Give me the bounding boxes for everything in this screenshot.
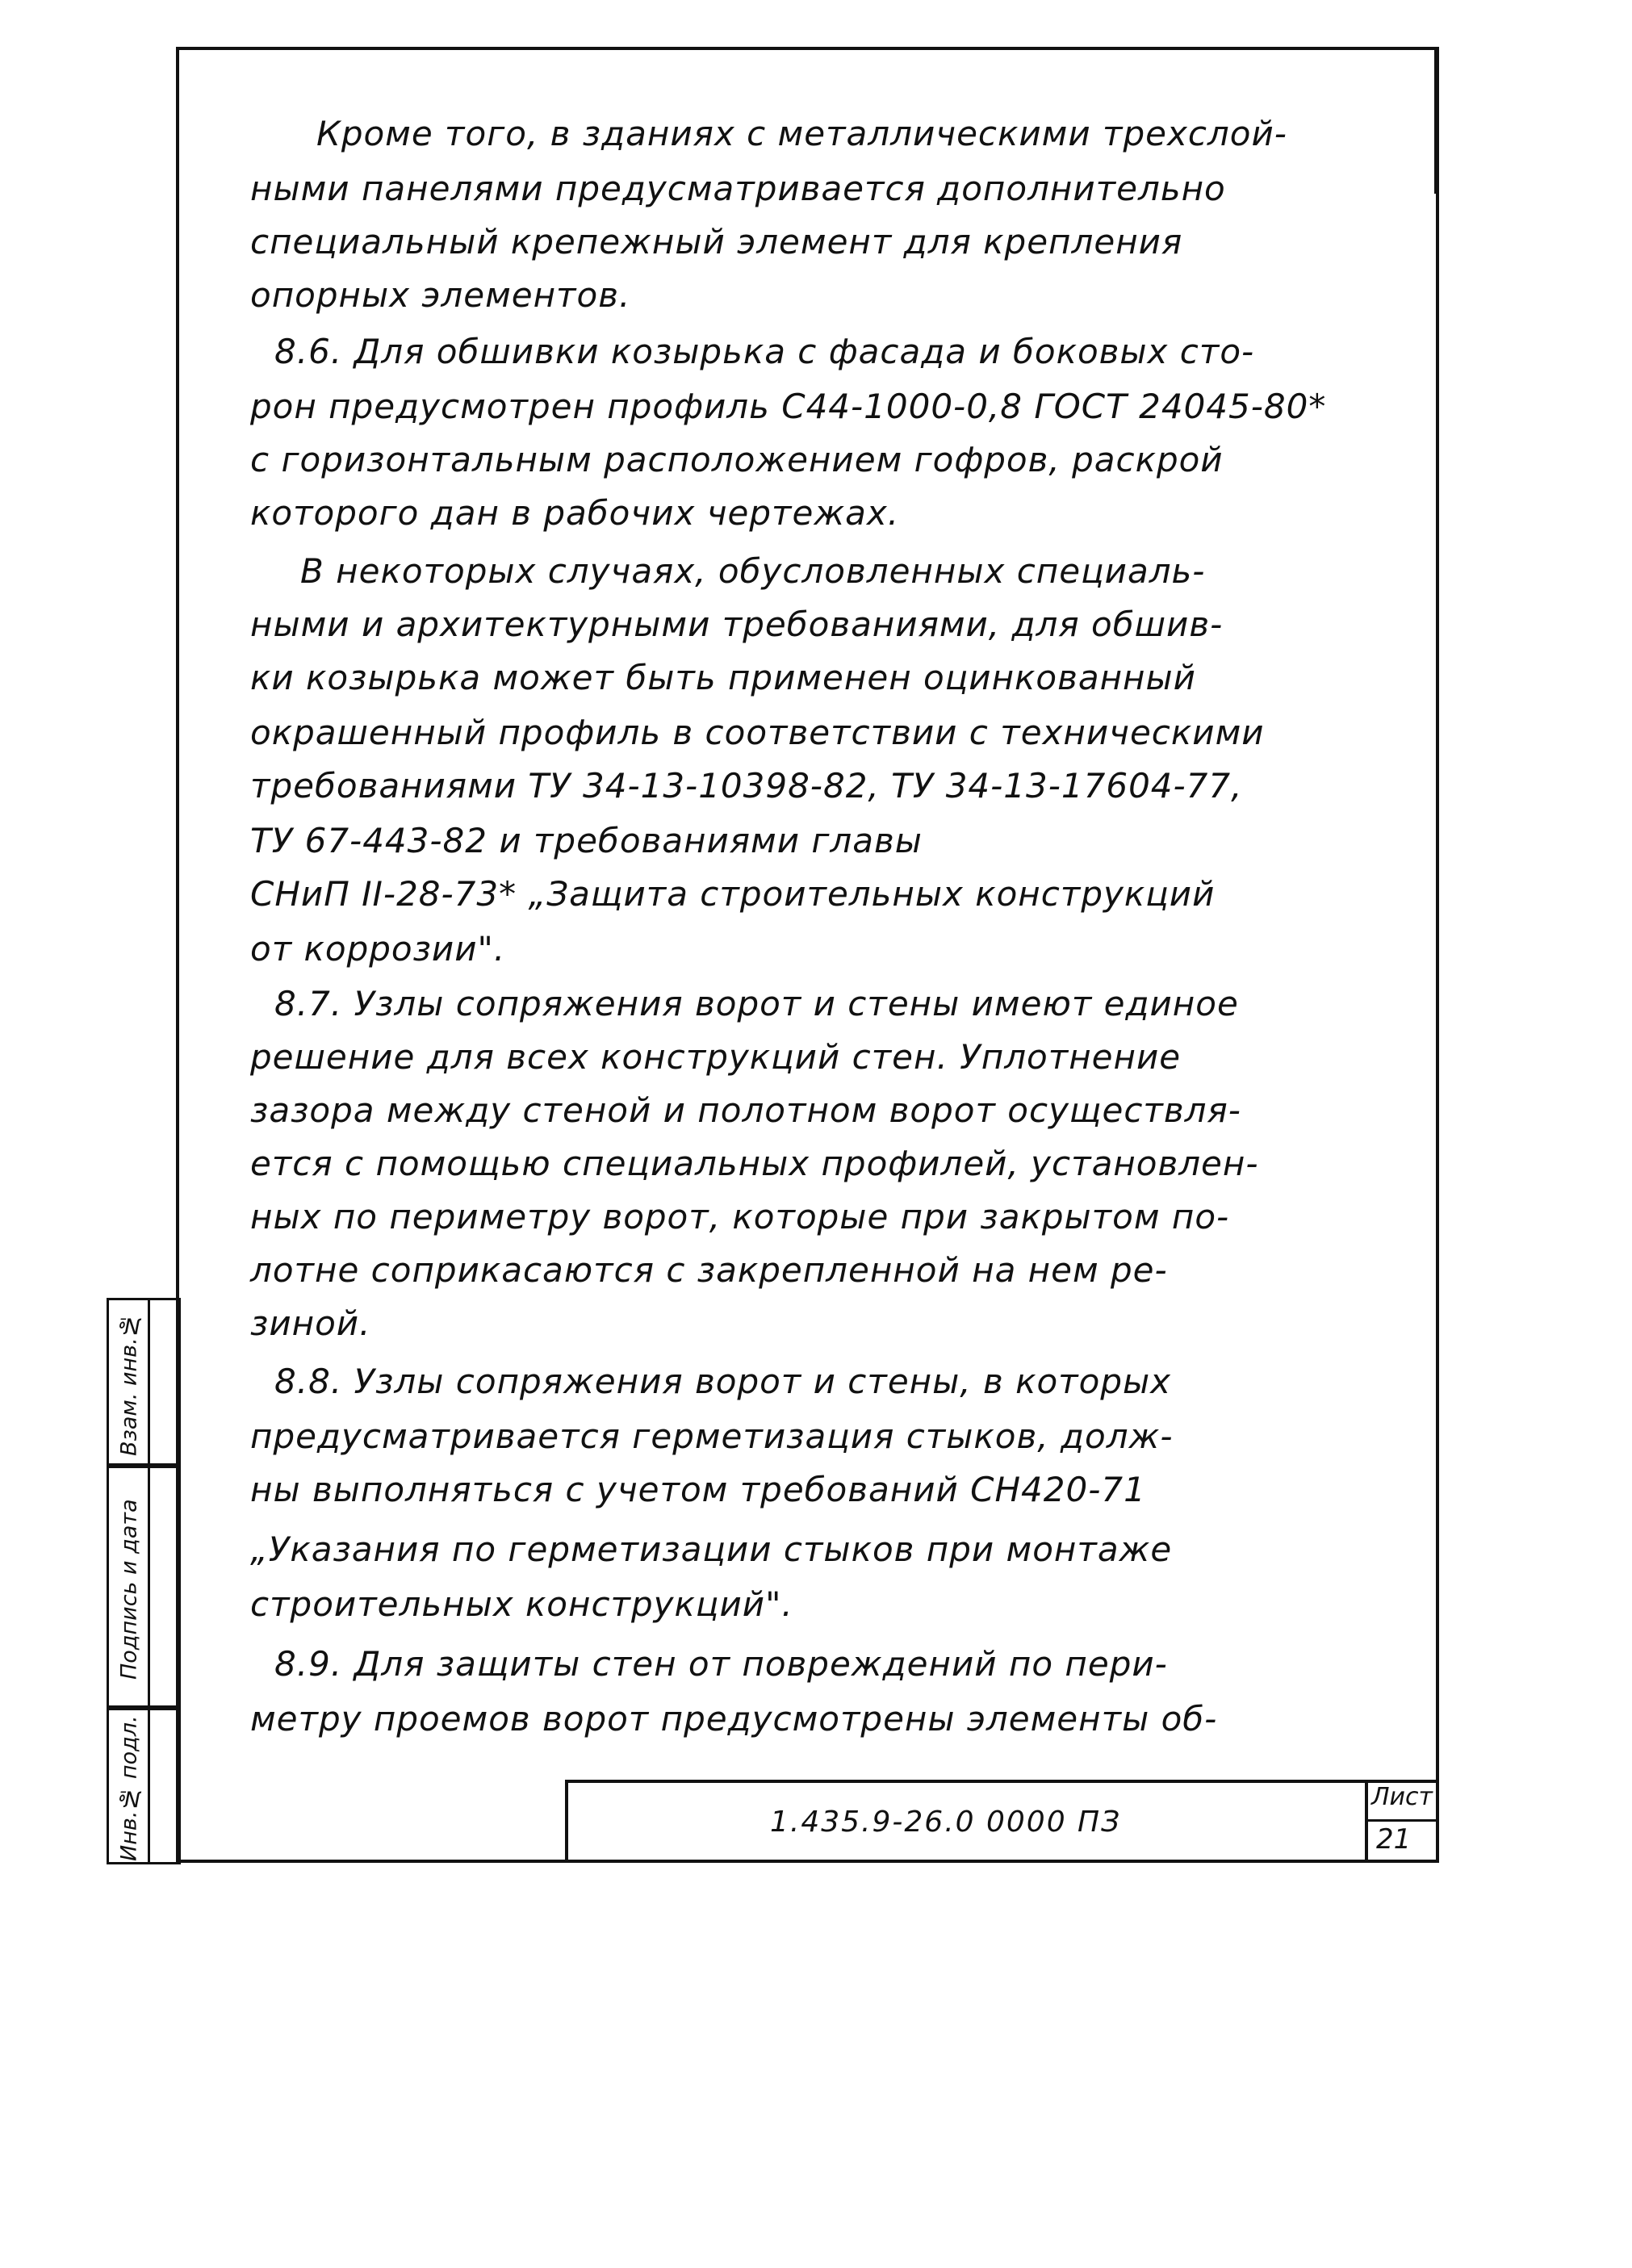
text-line: 8.9. Для защиты стен от повреждений по пери- bbox=[274, 1644, 1168, 1684]
text-line: зазора между стеной и полотном ворот осуществля- bbox=[250, 1090, 1241, 1130]
text-line: решение для всех конструкций стен. Уплотнение bbox=[250, 1037, 1182, 1077]
text-line: с горизонтальным расположением гофров, раскрой bbox=[250, 440, 1224, 479]
text-line: 8.8. Узлы сопряжения ворот и стены, в которых bbox=[274, 1362, 1171, 1401]
sheet-label: Лист bbox=[1371, 1783, 1433, 1811]
title-stamp bbox=[565, 1780, 1439, 1863]
text-line: предусматривается герметизация стыков, долж- bbox=[250, 1416, 1174, 1456]
text-line: лотне соприкасаются с закрепленной на нем ре- bbox=[250, 1250, 1168, 1290]
sheet-box bbox=[1365, 1783, 1439, 1863]
text-line: Кроме того, в зданиях с металлическими трехслой- bbox=[316, 114, 1287, 153]
sheet-divider bbox=[1368, 1819, 1439, 1822]
text-line: ется с помощью специальных профилей, установлен- bbox=[250, 1144, 1259, 1183]
text-line: В некоторых случаях, обусловленных специаль- bbox=[300, 551, 1206, 591]
text-line: окрашенный профиль в соответствии с техническими bbox=[250, 713, 1265, 752]
text-line: строительных конструкций". bbox=[250, 1584, 793, 1624]
side-label-sign-date: Подпись и дата bbox=[116, 1499, 142, 1680]
side-label-inv-orig: Инв.№ подл. bbox=[116, 1715, 142, 1862]
text-line: рон предусмотрен профиль С44-1000-0,8 ГОСТ 24045-80* bbox=[250, 387, 1327, 426]
text-line: СНиП II-28-73* „Защита строительных конструкций bbox=[250, 874, 1216, 914]
text-line: „Указания по герметизации стыков при монтаже bbox=[250, 1529, 1173, 1569]
text-line: 8.7. Узлы сопряжения ворот и стены имеют единое bbox=[274, 984, 1239, 1023]
text-line: требованиями ТУ 34-13-10398-82, ТУ 34-13-17604-77, bbox=[250, 766, 1243, 806]
text-line: ными и архитектурными требованиями, для обшив- bbox=[250, 605, 1224, 644]
document-code: 1.435.9-26.0 0000 ПЗ bbox=[770, 1806, 1122, 1839]
right-edge-mark bbox=[1434, 48, 1437, 194]
sheet-number: 21 bbox=[1376, 1823, 1412, 1856]
text-line: специальный крепежный элемент для крепления bbox=[250, 222, 1183, 262]
text-line: ных по периметру ворот, которые при закрытом по- bbox=[250, 1197, 1230, 1237]
text-line: опорных элементов. bbox=[250, 275, 631, 315]
text-line: ТУ 67-443-82 и требованиями главы bbox=[250, 821, 923, 860]
text-line: ки козырька может быть применен оцинкованный bbox=[250, 658, 1196, 697]
side-cell-sign-date bbox=[107, 1466, 181, 1708]
text-line: ны выполняться с учетом требований СН420-71 bbox=[250, 1470, 1146, 1509]
text-line: зиной. bbox=[250, 1303, 371, 1343]
text-line: от коррозии". bbox=[250, 929, 506, 969]
text-line: 8.6. Для обшивки козырька с фасада и боковых сто- bbox=[274, 332, 1255, 371]
side-label-vzam: Взам. инв.№ bbox=[116, 1312, 142, 1456]
side-cell-inv-orig bbox=[107, 1708, 181, 1864]
text-line: метру проемов ворот предусмотрены элементы об- bbox=[250, 1699, 1218, 1739]
page-frame bbox=[176, 47, 1439, 1863]
text-line: ными панелями предусматривается дополнительно bbox=[250, 169, 1226, 208]
side-cell-vzam bbox=[107, 1298, 181, 1466]
text-line: которого дан в рабочих чертежах. bbox=[250, 493, 900, 533]
